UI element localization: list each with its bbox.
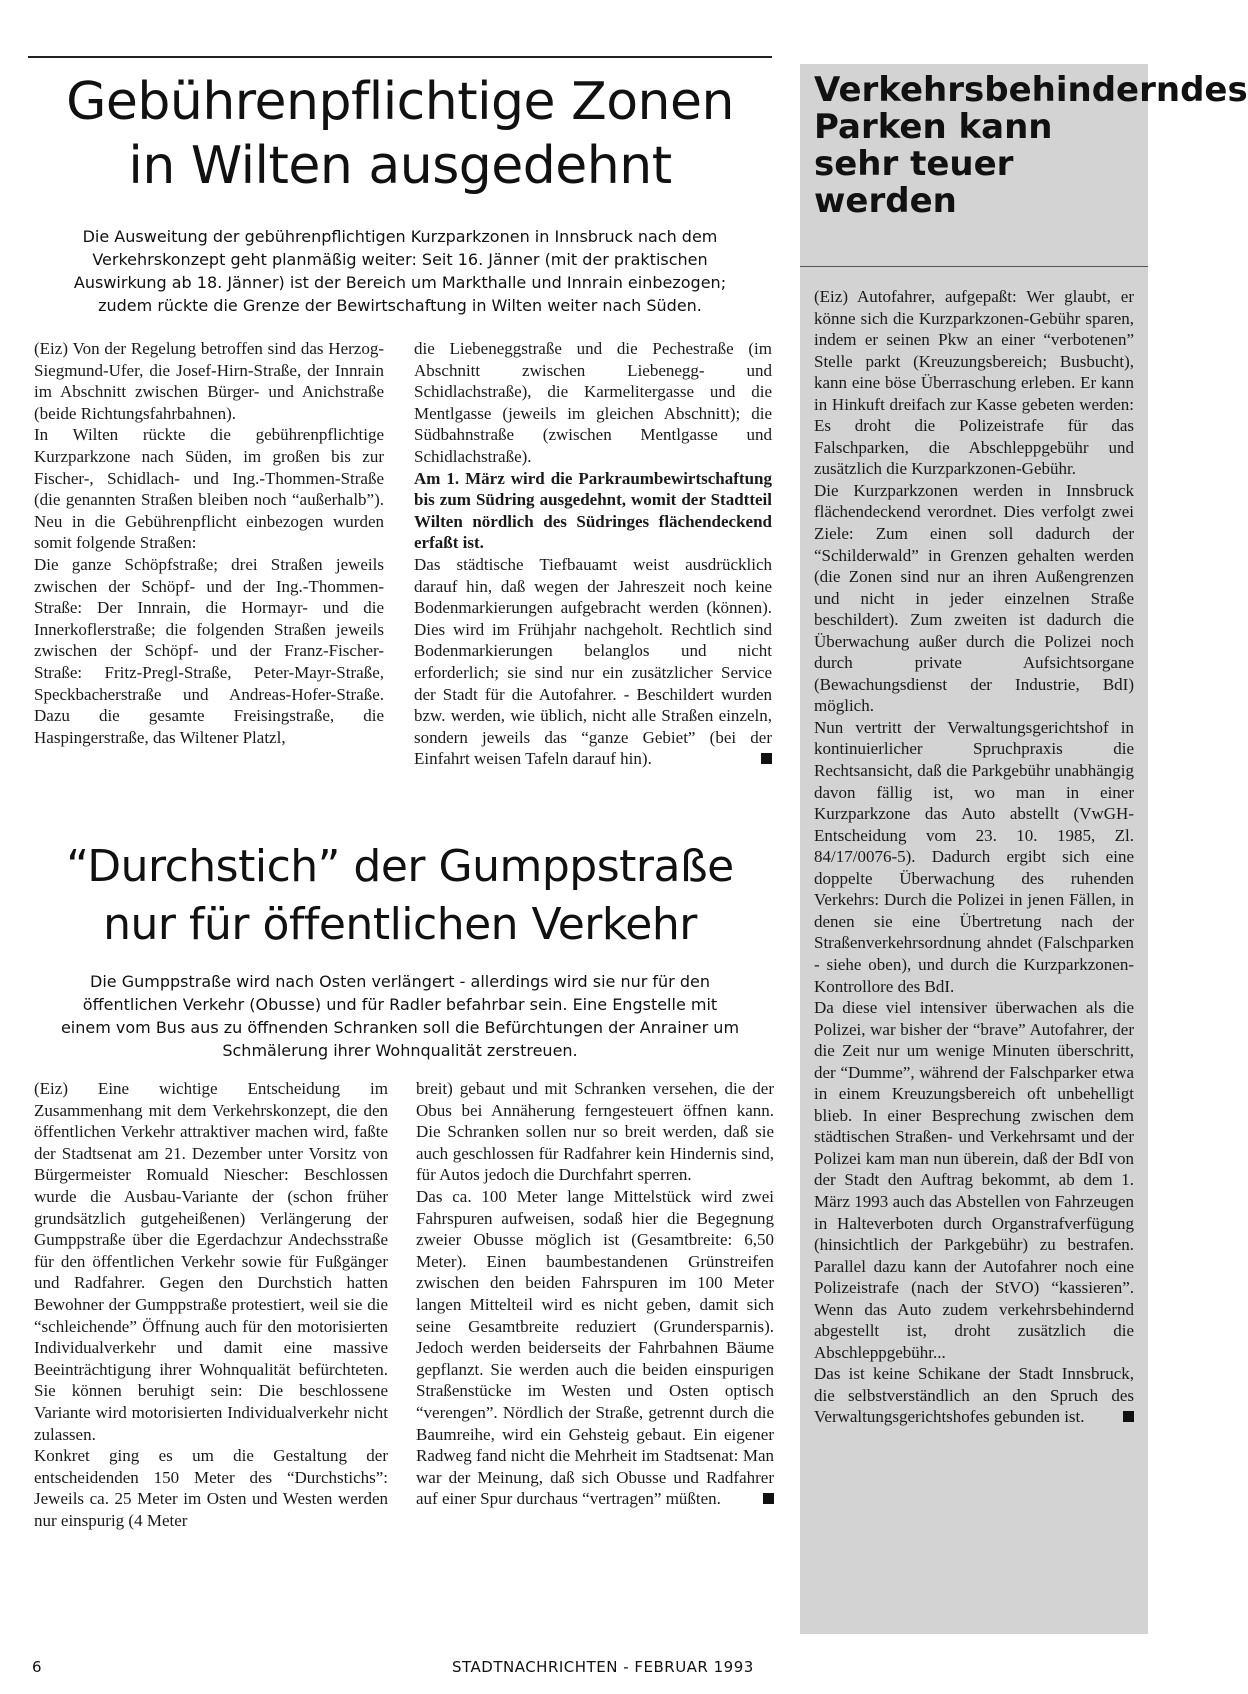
sidebar-paragraph: Die Kurzparkzonen werden in Innsbruck flächendeckend verordnet. Dies verfolgt zwei Ziele: Zum einen soll dadurch der “Schilderwald” in Grenzen gehalten werden (die Zonen sind nur an ihren Außengrenzen und nicht in jeder einzelnen Straße beschildert). Zum zweiten ist dadurch die Überwachung außer durch die Polizei noch durch private Aufsichtsorgane (Bewachungsdienst der Industrie, BdI) möglich.: [814, 480, 1134, 716]
article1-column-2: [414, 338, 772, 770]
article1-paragraph: In Wilten rückte die gebührenpflichtige Kurzparkzone nach Süden, im großen bis zur Fischer-, Schidlach- und Ing.-Thommen-Straße (die genannten Straßen bleiben noch “außerhalb”). Neu in die Gebührenpflicht einbezogen wurden somit folgende Straßen:: [34, 425, 384, 553]
article2-paragraph: Das ca. 100 Meter lange Mittelstück wird zwei Fahrspuren aufweisen, sodaß hier die Begegnung zweier Obusse möglich ist (Gesamtbreite: 6,50 Meter). Einen baumbestandenen Grünstreifen zwischen den beiden Fahrspuren im 100 Meter langen Mittelteil wird es nicht geben, damit sich seine Gesamtbreite reduziert (Grundersparnis). Jedoch werden beiderseits der Fahrbahnen Bäume gepflanzt. Sie werden auch die beiden einspurigen Straßenstücke im Westen und Osten optisch “verengen”. Nördlich der Straße, getrennt durch die Baumreihe, wird ein Gehsteig gebaut. Ein eigener Radweg fand nicht die Mehrheit im Stadtsenat: Man war der Meinung, daß sich Obusse und Radfahrer auf einer Spur durchaus “vertragen” müßten.: [416, 1186, 774, 1509]
top-rule: [28, 56, 772, 58]
end-of-article-mark: [763, 1493, 774, 1504]
end-of-article-mark: [761, 753, 772, 764]
article2-paragraph: (Eiz) Eine wichtige Entscheidung im Zusammenhang mit dem Verkehrskonzept, die den öffentlichen Verkehr attraktiver machen wird, faßte der Stadtsenat am 21. Dezember unter Vorsitz von Bürgermeister Romuald Niescher: Beschlossen wurde die Ausbau-Variante der (schon früher grundsätzlich gutgeheißenen) Verlängerung der Gumppstraße über die Egerdachzur Andechsstraße für den öffentlichen Verkehr sowie für Fußgänger und Radfahrer. Gegen den Durchstich hatten Bewohner der Gumppstraße protestiert, weil sie die “schleichende” Öffnung auch für den motorisierten Individualverkehr und damit eine massive Beeinträchtigung ihrer Wohnqualität befürchteten. Sie können beruhigt sein: Die beschlossene Variante wird motorisierten Individualverkehr nicht zulassen.: [34, 1079, 388, 1444]
article1-bold-paragraph: Am 1. März wird die Parkraumbewirtschaftung bis zum Südring ausgedehnt, womit der Stadtteil Wilten nördlich des Südringes flächendeckend erfaßt ist.: [414, 468, 772, 553]
sidebar-box: [800, 64, 1248, 1634]
article1-paragraph: Das städtische Tiefbauamt weist ausdrücklich darauf hin, daß wegen der Jahreszeit noch keine Bodenmarkierungen aufgebracht werden (können). Dies wird im Frühjahr nachgeholt. Rechtlich sind Bodenmarkierungen belanglos und nicht erforderlich; sie sind nur ein zusätzlicher Service der Stadt für die Autofahrer. - Beschildert wurden bzw. werden, wie üblich, nicht alle Straßen einzeln, sondern jeweils das “ganze Gebiet” (bei der Einfahrt weisen Tafeln darauf hin).: [414, 554, 772, 769]
article1-headline-line1: Gebührenpflichtige Zonen: [66, 72, 734, 132]
sidebar-body: [814, 286, 1134, 1428]
article1-paragraph: die Liebeneggstraße und die Pechestraße (im Abschnitt zwischen Liebenegg- und Schidlachstraße), die Karmelitergasse und die Mentlgasse (jeweils im gleichen Abschnitt); die Südbahnstraße (zwischen Mentlgasse und Schidlachstraße).: [414, 339, 772, 466]
article1-paragraph: Die ganze Schöpfstraße; drei Straßen jeweils zwischen der Schöpf- und der Ing.-Thommen-Straße: Der Innrain, die Hormayr- und die Innerkoflerstraße; die folgenden Straßen jeweils zwischen der Schöpf- und der Franz-Fischer-Straße: Fritz-Pregl-Straße, Peter-Mayr-Straße, Speckbacherstraße und Andreas-Hofer-Straße. Dazu die gesamte Freisingstraße, die Haspingerstraße, das Wiltener Platzl,: [34, 554, 384, 747]
article1-column-1: [34, 338, 384, 748]
article2-lead: Die Gumppstraße wird nach Osten verlängert - allerdings wird sie nur für den öffentlichen Verkehr (Obusse) und für Radler befahrbar sein. Eine Engstelle mit einem vom Bus aus zu öffnenden Schranken soll die Befürchtungen der Anrainer um Schmälerung ihrer Wohnqualität zerstreuen.: [60, 972, 740, 1060]
article2-headline: [28, 838, 772, 954]
sidebar-divider: [800, 266, 1148, 267]
sidebar-headline: Verkehrsbehinderndes Parken kann sehr teuer werden: [814, 70, 1248, 221]
article2-column-1: [34, 1078, 388, 1531]
end-of-article-mark: [1123, 1411, 1134, 1422]
article2-paragraph: breit) gebaut und mit Schranken versehen, die der Obus bei Annäherung ferngesteuert öffnen kann. Die Schranken sollen nur so breit werden, daß sie auch geschlossen für Radfahrer kein Hindernis sind, für Autos jedoch die Durchfahrt sperren.: [416, 1079, 774, 1185]
sidebar-paragraph: (Eiz) Autofahrer, aufgepaßt: Wer glaubt, er könne sich die Kurzparkzonen-Gebühr sparen, indem er seinen Pkw an einer “verbotenen” Stelle parkt (Kreuzungsbereich; Busbucht), kann eine böse Überraschung erleben. Er kann in Hinkuft dreifach zur Kasse gebeten werden: Es droht die Polizeistrafe für das Falschparken, die Abschleppgebühr und zusätzlich die Kurzparkzonen-Gebühr.: [814, 287, 1134, 479]
sidebar-paragraph: Da diese viel intensiver überwachen als die Polizei, war bisher der “brave” Autofahrer, der die Zeit nur um wenige Minuten überschritt, der “Dumme”, während der Falschparker etwa in einem Kreuzungsbereich oft unbehelligt blieb. In einer Besprechung zwischen dem städtischen Straßen- und Verkehrsamt und der Polizei kam man nun überein, daß der BdI von der Stadt den Auftrag bekommt, ab dem 1. März 1993 auch das Abstellen von Fahrzeugen in Halteverboten durch Organstrafverfügung (hinsichtlich der Parkgebühr) zu bestrafen. Parallel dazu kann der Autofahrer noch eine Polizeistrafe (nach der StVO) “kassieren”. Wenn das Auto zudem verkehrsbehindernd abgestellt ist, droht zusätzlich die Abschleppgebühr...: [814, 998, 1134, 1362]
publication-footer: STADTNACHRICHTEN - FEBRUAR 1993: [452, 1658, 754, 1676]
sidebar-paragraph: Nun vertritt der Verwaltungsgerichtshof in kontinuierlicher Spruchpraxis die Rechtsansicht, daß die Parkgebühr unabhängig davon fällig ist, wo man in einer Kurzparkzone das Auto abstellt (VwGH-Entscheidung vom 23. 10. 1985, Zl. 84/17/0076-5). Dadurch ergibt sich eine doppelte Überwachung des ruhenden Verkehrs: Durch die Polizei in jenen Fällen, in denen sie eine Übertretung nach der Straßenverkehrsordnung ahndet (Falschparken - siehe oben), und durch die Kurzparkzonen-Kontrollore des BdI.: [814, 717, 1134, 996]
sidebar-paragraph: Das ist keine Schikane der Stadt Innsbruck, die selbstverständlich an den Spruch des Verwaltungsgerichtshofes gebunden ist.: [814, 1364, 1134, 1427]
article1-headline: [28, 70, 772, 198]
article1-lead: Die Ausweitung der gebührenpflichtigen Kurzparkzonen in Innsbruck nach dem Verkehrskonzept geht planmäßig weiter: Seit 16. Jänner (mit der praktischen Auswirkung ab 18. Jänner) ist der Bereich um Markthalle und Innrain einbezogen; zudem rückte die Grenze der Bewirtschaftung in Wilten weiter nach Süden.: [73, 227, 727, 315]
article2-headline-line1: “Durchstich” der Gumppstraße: [66, 841, 734, 892]
page-number: 6: [32, 1658, 42, 1676]
article2-paragraph: Konkret ging es um die Gestaltung der entscheidenden 150 Meter des “Durchstichs”: Jeweils ca. 25 Meter im Osten und Westen werden nur einspurig (4 Meter: [34, 1446, 388, 1530]
article2-column-2: [416, 1078, 774, 1510]
article1-paragraph: (Eiz) Von der Regelung betroffen sind das Herzog-Siegmund-Ufer, die Josef-Hirn-Straße, der Innrain im Abschnitt zwischen Bürger- und Anichstraße (beide Richtungsfahrbahnen).: [34, 339, 384, 423]
article2-headline-line2: nur für öffentlichen Verkehr: [103, 899, 697, 950]
article1-headline-line2: in Wilten ausgedehnt: [128, 136, 672, 196]
